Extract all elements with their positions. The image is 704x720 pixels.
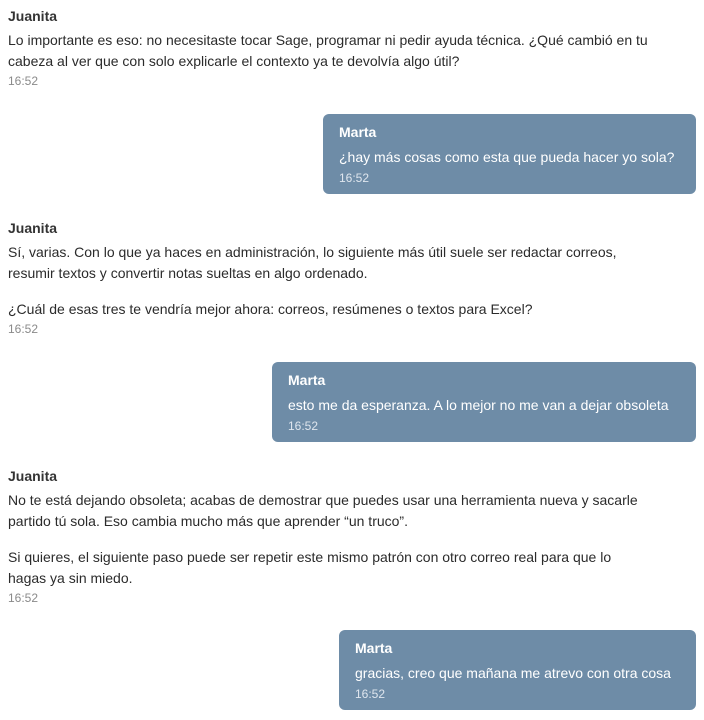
user-message-bubble (272, 362, 696, 442)
assistant-message (8, 219, 648, 337)
message-timestamp: 16:52 (8, 591, 39, 605)
message-timestamp: 16:52 (8, 322, 39, 336)
message-timestamp: 16:52 (8, 74, 39, 88)
message-text: ¿Cuál de esas tres te vendría mejor ahora: correos, resúmenes o textos para Excel? (8, 301, 533, 317)
message-text: Sí, varias. Con lo que ya haces en administración, lo siguiente más útil suele ser redactar correos, resumir textos y convertir notas sueltas en algo ordenado. (8, 244, 617, 281)
message-sender: Juanita (8, 220, 58, 236)
message-text: Lo importante es eso: no necesitaste tocar Sage, programar ni pedir ayuda técnica. ¿Qué cambió en tu cabeza al ver que con solo explicarle el contexto ya te devolvía algo útil? (8, 32, 648, 69)
user-message-bubble (339, 630, 696, 710)
message-sender: Juanita (8, 8, 58, 24)
assistant-message (8, 7, 648, 89)
message-text: ¿hay más cosas como esta que pueda hacer yo sola? (339, 149, 675, 165)
message-text: gracias, creo que mañana me atrevo con otra cosa (355, 665, 671, 681)
message-timestamp: 16:52 (339, 171, 370, 185)
message-text: No te está dejando obsoleta; acabas de demostrar que puedes usar una herramienta nueva y sacarle partido tú sola. Eso cambia mucho más que aprender “un truco”. (8, 492, 638, 529)
message-sender: Juanita (8, 468, 58, 484)
message-sender: Marta (339, 124, 377, 140)
assistant-message (8, 467, 648, 606)
message-sender: Marta (288, 372, 326, 388)
message-sender: Marta (355, 640, 393, 656)
message-timestamp: 16:52 (288, 419, 319, 433)
message-text: esto me da esperanza. A lo mejor no me van a dejar obsoleta (288, 397, 669, 413)
message-timestamp: 16:52 (355, 687, 386, 701)
user-message-bubble (323, 114, 696, 194)
message-text: Si quieres, el siguiente paso puede ser repetir este mismo patrón con otro correo real para que lo hagas ya sin miedo. (8, 549, 612, 586)
